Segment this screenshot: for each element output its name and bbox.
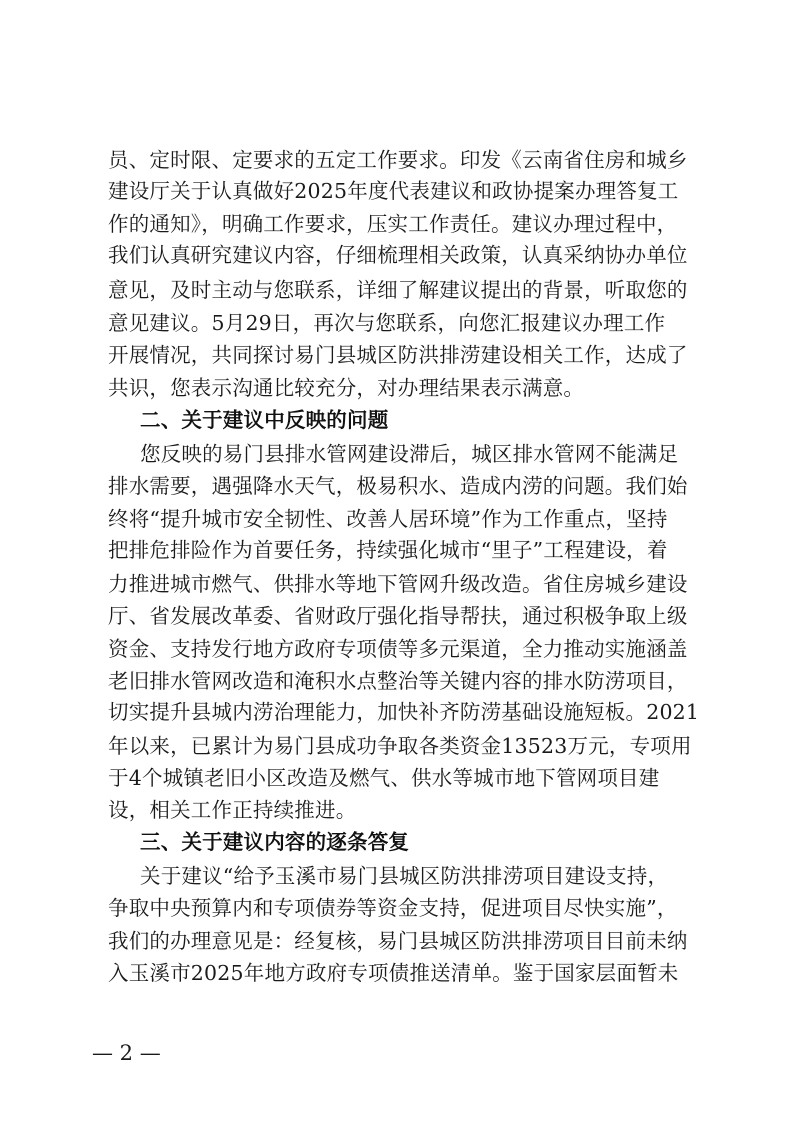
section-heading: 三、关于建议内容的逐条答复 [140,830,410,854]
paragraph-line: 建设厅关于认真做好2025年度代表建议和政协提案办理答复工 [108,179,679,203]
paragraph-line: 设，相关工作正持续推进。 [108,798,357,822]
paragraph-line: 老旧排水管网改造和淹积水点整治等关键内容的排水防涝项目， [108,669,688,693]
paragraph-line: 于4个城镇老旧小区改造及燃气、供水等城市地下管网项目建 [108,766,660,790]
section-heading: 二、关于建议中反映的问题 [140,408,389,432]
paragraph-line: 共识，您表示沟通比较充分，对办理结果表示满意。 [108,376,585,400]
paragraph-line: 年以来，已累计为易门县成功争取各类资金13523万元，专项用 [108,734,692,758]
paragraph-line: 意见建议。5月29日，再次与您联系，向您汇报建议办理工作 [108,311,666,335]
paragraph-line: 开展情况，共同探讨易门县城区防洪排涝建设相关工作，达成了 [108,343,688,367]
paragraph-line: 我们的办理意见是：经复核，易门县城区防洪排涝项目目前未纳 [108,929,688,953]
page-number: — 2 — [92,1041,161,1065]
paragraph-line: 切实提升县城内涝治理能力，加快补齐防涝基础设施短板。2021 [108,700,700,724]
paragraph-line: 员、定时限、定要求的五定工作要求。印发《云南省住房和城乡 [108,148,688,172]
paragraph-line: 排水需要，遇强降水天气，极易积水、造成内涝的问题。我们始 [108,474,688,498]
paragraph-line: 您反映的易门县排水管网建设滞后，城区排水管网不能满足 [140,442,679,466]
paragraph-line: 力推进城市燃气、供排水等地下管网升级改造。省住房城乡建设 [108,572,688,596]
paragraph-line: 资金、支持发行地方政府专项债等多元渠道，全力推动实施涵盖 [108,637,688,661]
paragraph-line: 作的通知》，明确工作要求，压实工作责任。建议办理过程中， [108,212,678,236]
paragraph-line: 关于建议“给予玉溪市易门县城区防洪排涝项目建设支持， [140,864,669,888]
paragraph-line: 把排危排险作为首要任务，持续强化城市“里子”工程建设，着 [108,538,668,562]
paragraph-line: 厅、省发展改革委、省财政厅强化指导帮扶，通过积极争取上级 [108,604,688,628]
paragraph-line: 意见，及时主动与您联系，详细了解建议提出的背景，听取您的 [108,278,688,302]
paragraph-line: 终将“提升城市安全韧性、改善人居环境”作为工作重点，坚持 [108,507,668,531]
paragraph-line: 入玉溪市2025年地方政府专项债推送清单。鉴于国家层面暂未 [108,961,679,985]
paragraph-line: 争取中央预算内和专项债券等资金支持，促进项目尽快实施”， [108,896,678,920]
paragraph-line: 我们认真研究建议内容，仔细梳理相关政策，认真采纳协办单位 [108,243,688,267]
